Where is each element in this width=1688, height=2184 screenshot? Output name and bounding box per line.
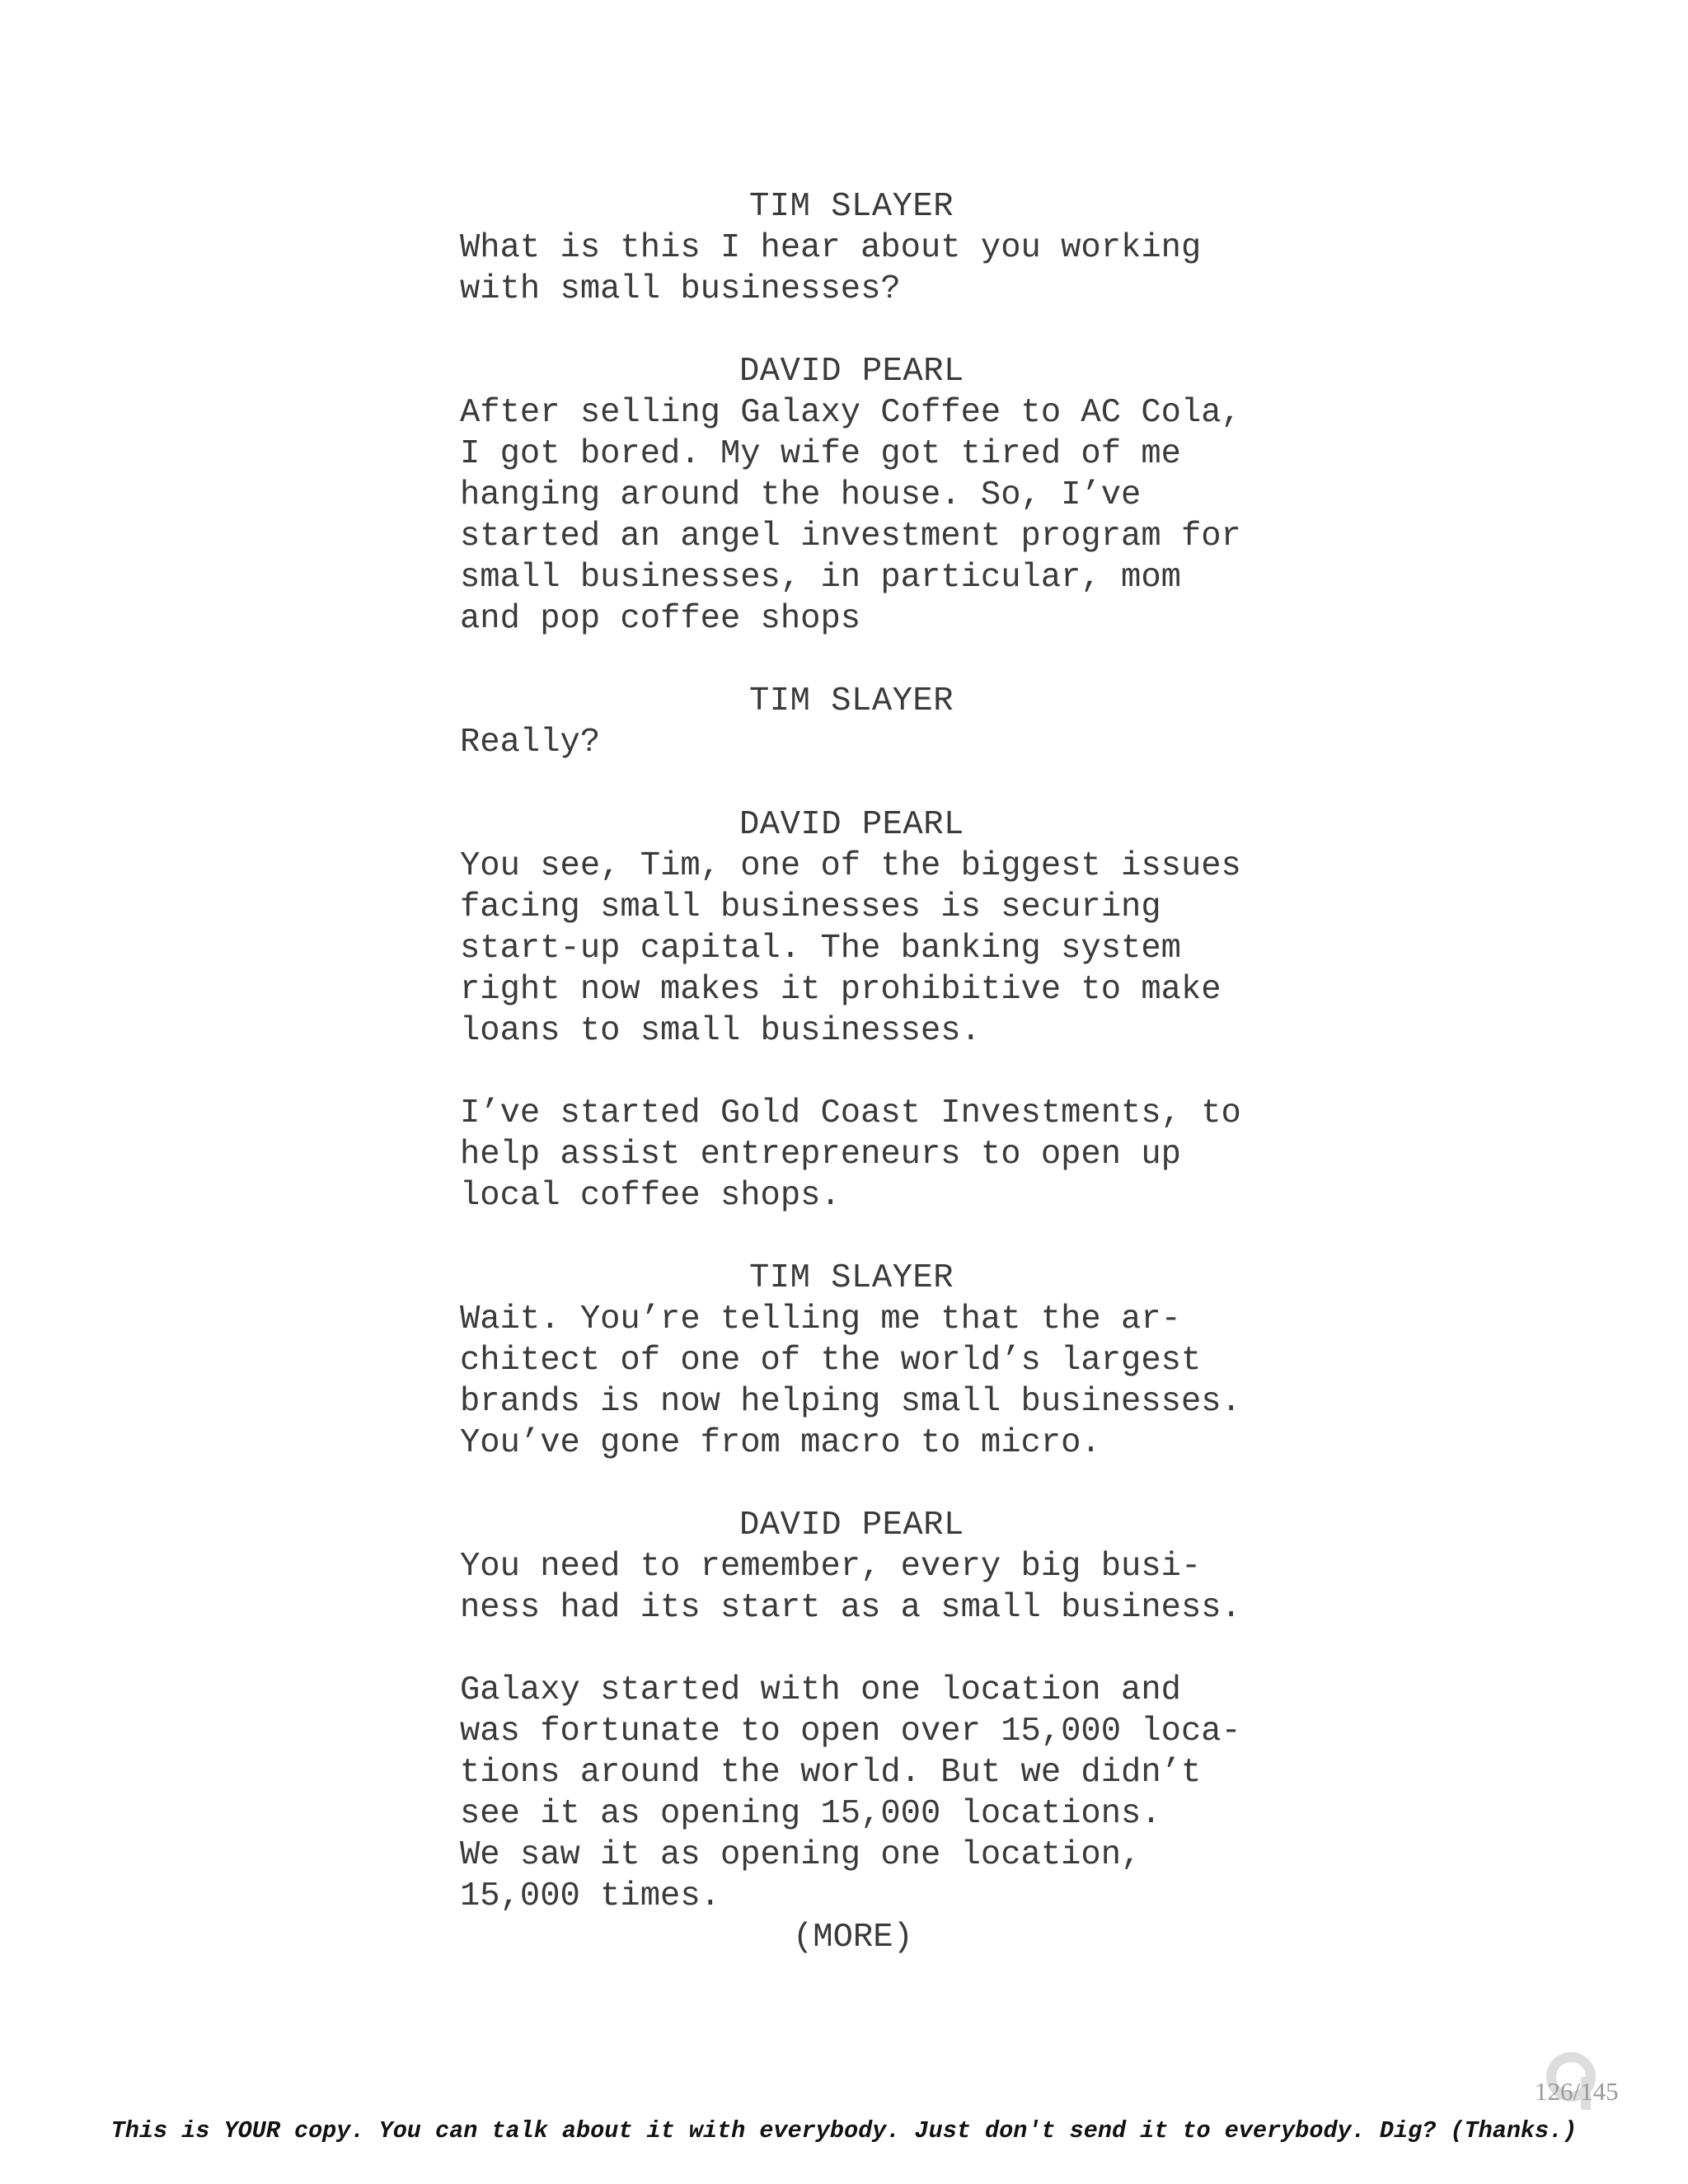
dialogue-line: start-up capital. The banking system bbox=[460, 930, 1181, 968]
dialogue-block bbox=[460, 681, 1284, 763]
dialogue-line: Wait. You’re telling me that the ar- bbox=[460, 1301, 1181, 1338]
dialogue-line: started an angel investment program for bbox=[460, 518, 1241, 555]
dialogue-line: loans to small businesses. bbox=[460, 1012, 981, 1050]
dialogue-block bbox=[460, 351, 1284, 640]
dialogue-line: chitect of one of the world’s largest bbox=[460, 1342, 1202, 1380]
script-body bbox=[460, 186, 1284, 1999]
dialogue-block bbox=[460, 186, 1284, 310]
dialogue-line: facing small businesses is securing bbox=[460, 888, 1161, 926]
dialogue-line: help assist entrepreneurs to open up bbox=[460, 1136, 1181, 1174]
character-name: TIM SLAYER bbox=[749, 682, 954, 720]
dialogue-line: see it as opening 15,000 locations. bbox=[460, 1795, 1161, 1833]
dialogue-line: I’ve started Gold Coast Investments, to bbox=[460, 1094, 1241, 1132]
paragraph-gap bbox=[460, 1052, 1284, 1093]
dialogue-line: tions around the world. But we didn’t bbox=[460, 1754, 1202, 1792]
dialogue-line: After selling Galaxy Coffee to AC Cola, bbox=[460, 394, 1241, 432]
dialogue-block bbox=[460, 804, 1284, 1216]
character-name: DAVID PEARL bbox=[739, 353, 964, 391]
footer-notice: This is YOUR copy. You can talk about it with everybody. Just don't send it to everybody. Dig? (Thanks.) bbox=[110, 2117, 1578, 2144]
dialogue-block bbox=[460, 1258, 1284, 1464]
dialogue-line: was fortunate to open over 15,000 loca- bbox=[460, 1713, 1241, 1750]
dialogue-line: small businesses, in particular, mom bbox=[460, 559, 1181, 597]
more-continuation: (MORE) bbox=[793, 1919, 913, 1957]
character-name: DAVID PEARL bbox=[739, 806, 964, 844]
dialogue-line: You’ve gone from macro to micro. bbox=[460, 1424, 1101, 1462]
dialogue-line: I got bored. My wife got tired of me bbox=[460, 435, 1181, 473]
dialogue-line: ness had its start as a small business. bbox=[460, 1589, 1241, 1627]
dialogue-line: Really? bbox=[460, 724, 601, 762]
character-name: TIM SLAYER bbox=[749, 1259, 954, 1297]
dialogue-line: and pop coffee shops bbox=[460, 600, 861, 638]
dialogue-line: What is this I hear about you working bbox=[460, 229, 1202, 267]
dialogue-line: Galaxy started with one location and bbox=[460, 1671, 1181, 1709]
character-name: TIM SLAYER bbox=[749, 188, 954, 226]
dialogue-line: right now makes it prohibitive to make bbox=[460, 971, 1221, 1009]
dialogue-line: You see, Tim, one of the biggest issues bbox=[460, 847, 1241, 885]
dialogue-line: with small businesses? bbox=[460, 270, 901, 308]
dialogue-block bbox=[460, 1505, 1284, 1958]
dialogue-line: brands is now helping small businesses. bbox=[460, 1383, 1241, 1421]
paragraph-gap bbox=[460, 1629, 1284, 1670]
dialogue-line: You need to remember, every big busi- bbox=[460, 1548, 1202, 1586]
dialogue-line: We saw it as opening one location, bbox=[460, 1836, 1142, 1874]
dialogue-line: hanging around the house. So, I’ve bbox=[460, 476, 1142, 514]
dialogue-line: local coffee shops. bbox=[460, 1177, 841, 1215]
character-name: DAVID PEARL bbox=[739, 1507, 964, 1544]
page-number: 126/145 bbox=[1535, 2077, 1619, 2106]
dialogue-line: 15,000 times. bbox=[460, 1877, 720, 1915]
